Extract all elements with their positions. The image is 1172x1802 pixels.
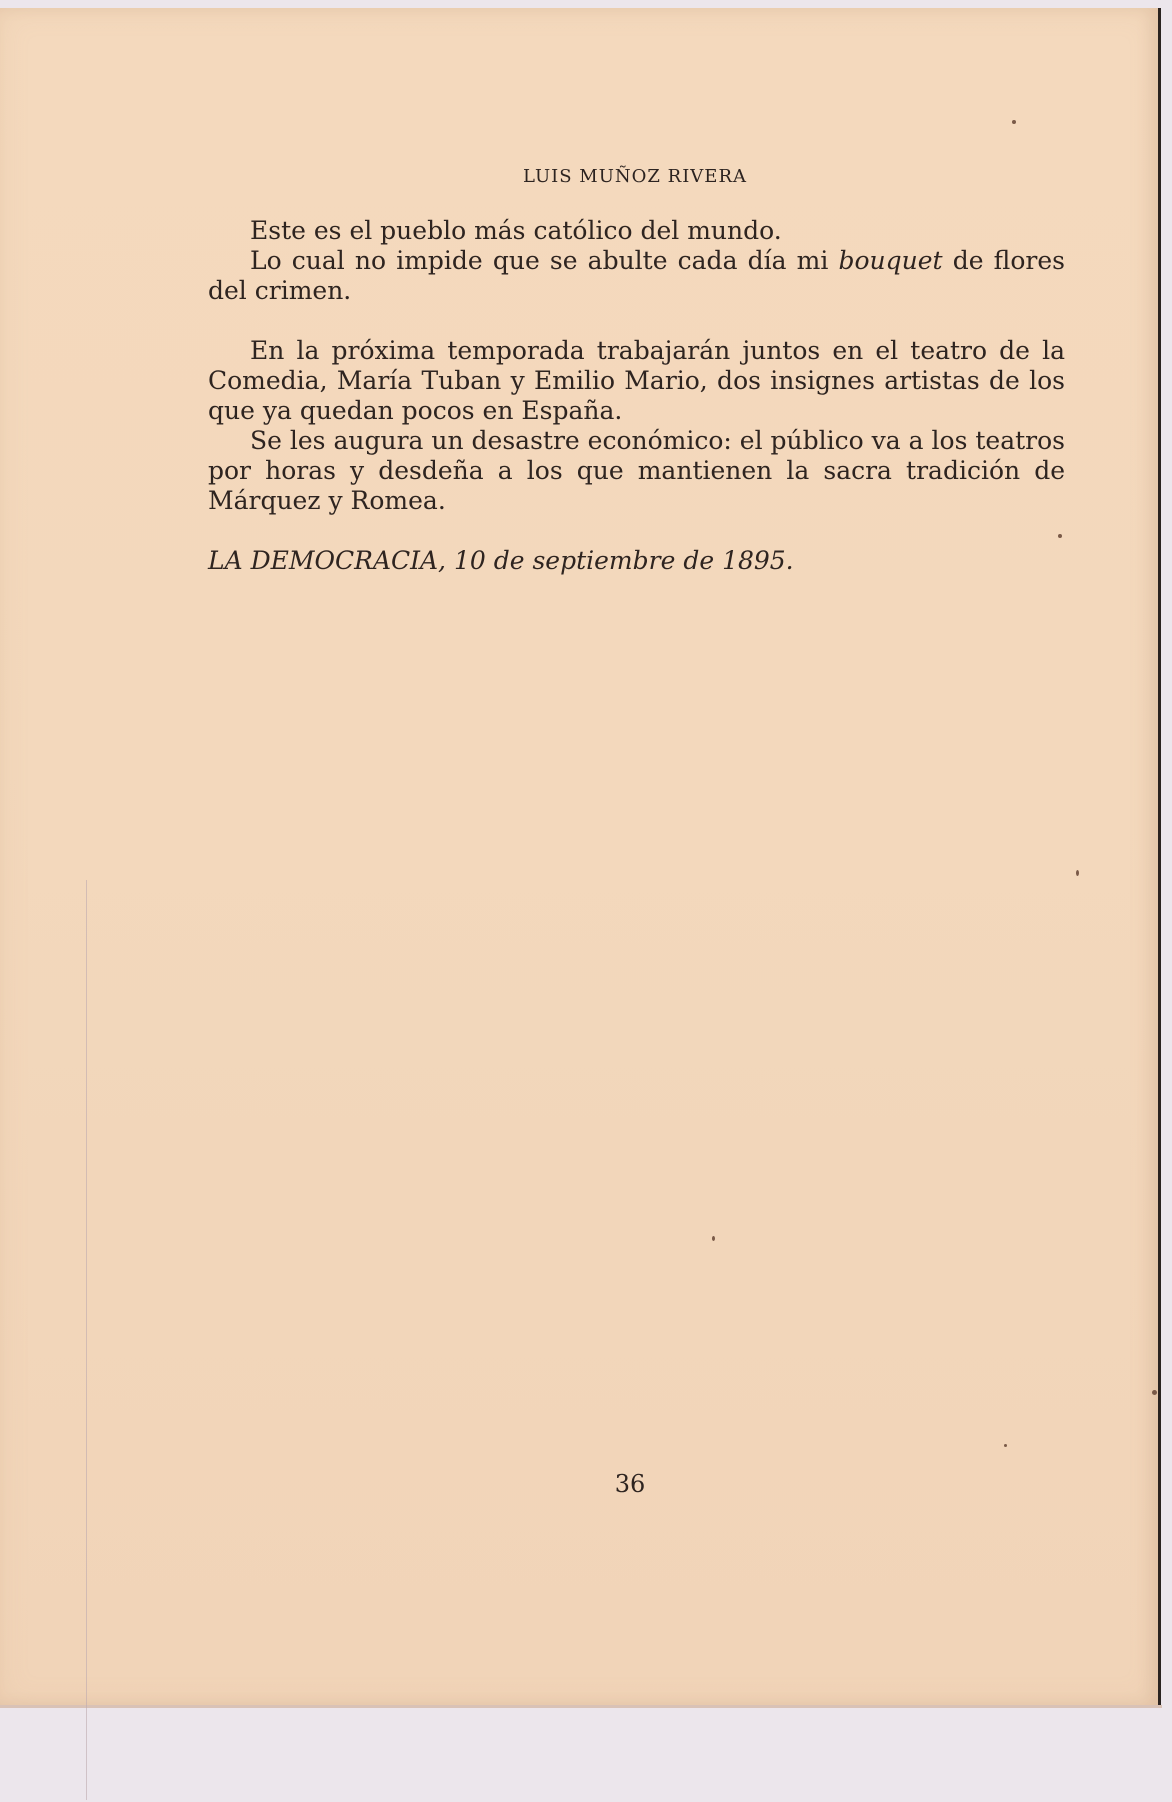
paragraph-4: Se les augura un desastre económico: el público va a los teatros por horas y desdeña a los que mantienen la sacra tradición de Márquez y Romea. — [208, 426, 1065, 515]
paragraph-2-text: Lo cual no impide que se abulte cada día mi — [250, 246, 839, 275]
paragraph-2-text-end: de flores del crimen. — [208, 246, 1065, 305]
page-crease — [86, 880, 87, 1800]
paper-speck — [1076, 870, 1079, 876]
source-signature: LA DEMOCRACIA, 10 de septiembre de 1895. — [208, 546, 794, 575]
page-bottom-edge — [0, 1705, 1162, 1708]
paper-speck — [712, 1236, 715, 1241]
running-header: LUIS MUÑOZ RIVERA — [523, 166, 747, 187]
paper-speck — [1012, 120, 1016, 124]
paragraph-2-italic-word: bouquet — [838, 246, 943, 275]
paragraph-3: En la próxima temporada trabajarán juntos en el teatro de la Comedia, María Tuban y Emilio Mario, dos insignes artistas de los que ya quedan pocos en España. — [208, 336, 1065, 425]
page-number: 36 — [614, 1470, 646, 1498]
paragraph-2 — [208, 246, 1065, 306]
paper-speck — [1152, 1390, 1157, 1395]
paper-speck — [1004, 1444, 1007, 1447]
paragraph-1: Este es el pueblo más católico del mundo. — [250, 216, 782, 245]
article-body — [208, 216, 1065, 576]
paragraph-spacer — [208, 306, 1065, 336]
